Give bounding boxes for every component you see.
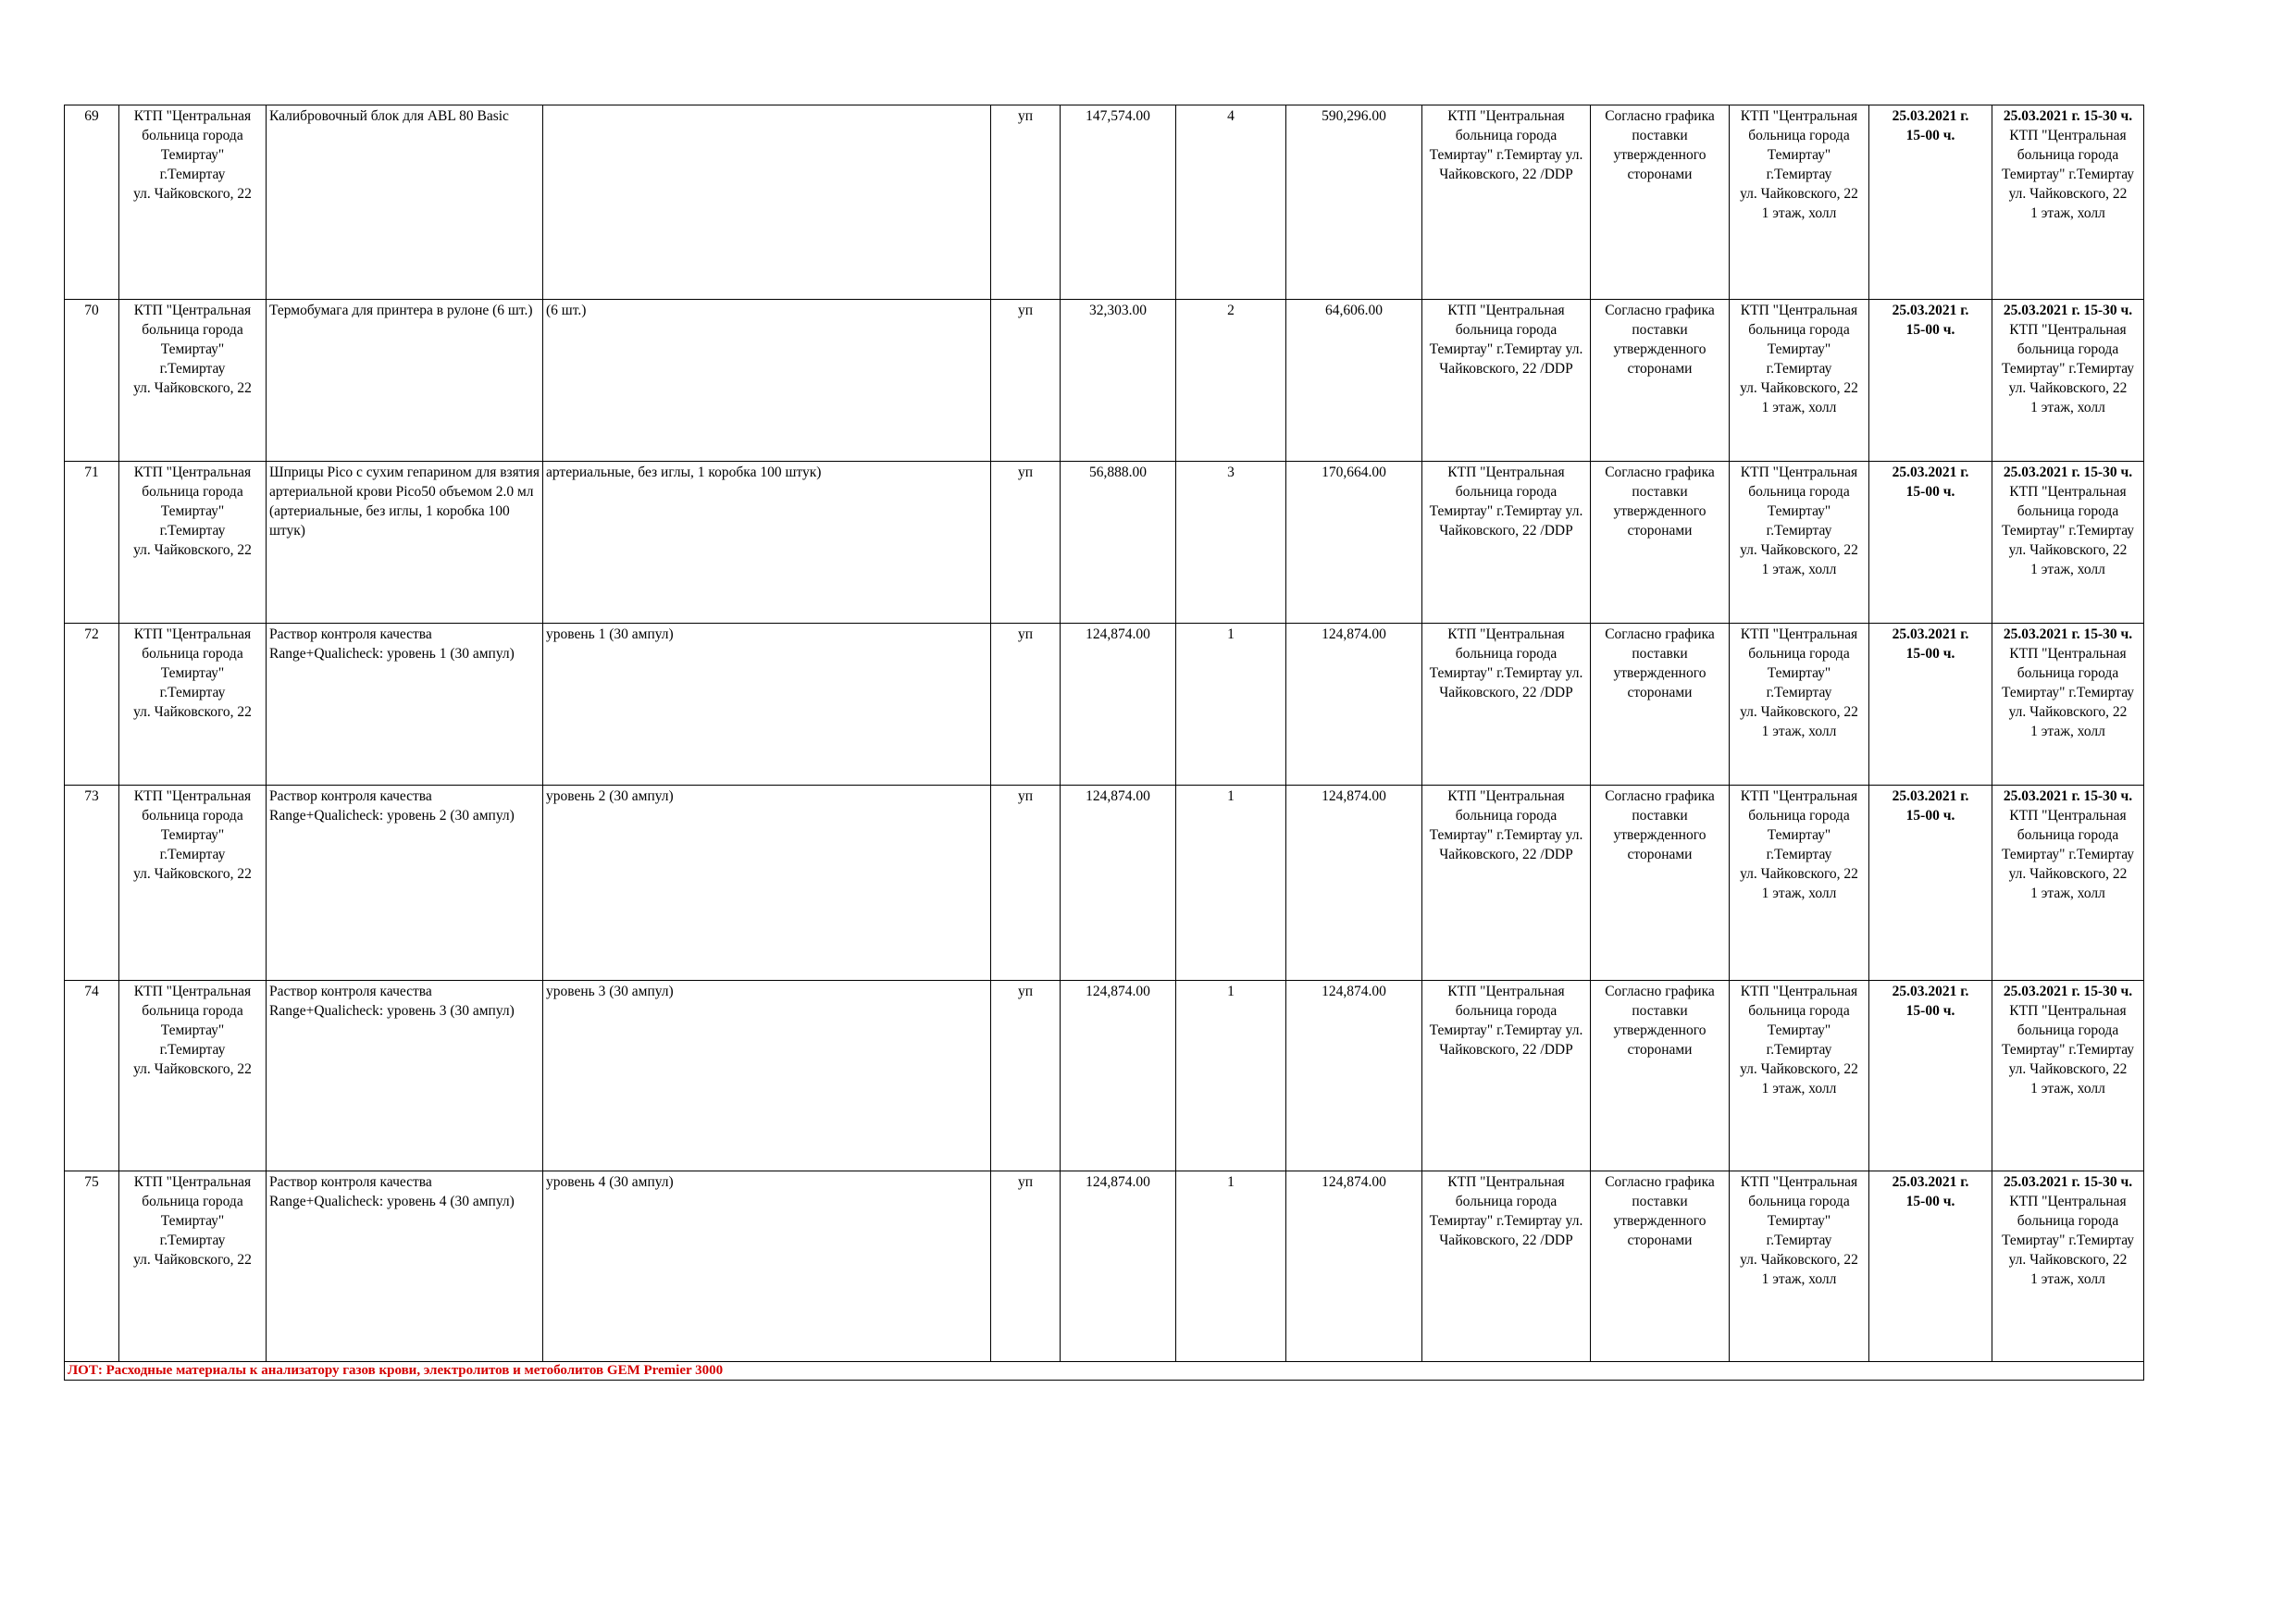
unit-cell: уп <box>991 624 1061 786</box>
row-number: 75 <box>65 1171 119 1362</box>
item-name-cell: Раствор контроля качества Range+Qualicheck: уровень 4 (30 ампул) <box>267 1171 543 1362</box>
opening-cell <box>1992 300 2144 462</box>
item-spec-cell: уровень 2 (30 ампул) <box>543 786 991 981</box>
row-number: 70 <box>65 300 119 462</box>
customer-cell: КТП "Центральная больница города Темиртау" г.Темиртау ул. Чайковского, 22 <box>119 981 267 1171</box>
price-cell: 32,303.00 <box>1061 300 1176 462</box>
sum-cell: 124,874.00 <box>1286 786 1422 981</box>
price-cell: 147,574.00 <box>1061 105 1176 300</box>
deadline-cell: 25.03.2021 г. 15-00 ч. <box>1869 462 1992 624</box>
quantity-cell: 1 <box>1176 624 1286 786</box>
opening-place: КТП "Центральная больница города Темиртау" г.Темиртау ул. Чайковского, 22 1 этаж, холл <box>2001 1003 2135 1096</box>
unit-cell: уп <box>991 981 1061 1171</box>
quantity-cell: 1 <box>1176 786 1286 981</box>
submission-address-cell: КТП "Центральная больница города Темиртау" г.Темиртау ул. Чайковского, 22 1 этаж, холл <box>1730 786 1869 981</box>
opening-cell <box>1992 624 2144 786</box>
item-name-cell: Раствор контроля качества Range+Qualicheck: уровень 1 (30 ампул) <box>267 624 543 786</box>
delivery-place-cell: КТП "Центральная больница города Темиртау" г.Темиртау ул. Чайковского, 22 /DDP <box>1422 981 1591 1171</box>
opening-datetime: 25.03.2021 г. 15-30 ч. <box>2003 1174 2133 1190</box>
item-name-cell: Термобумага для принтера в рулоне (6 шт.) <box>267 300 543 462</box>
quantity-cell: 4 <box>1176 105 1286 300</box>
price-cell: 56,888.00 <box>1061 462 1176 624</box>
delivery-place-cell: КТП "Центральная больница города Темиртау" г.Темиртау ул. Чайковского, 22 /DDP <box>1422 462 1591 624</box>
opening-place: КТП "Центральная больница города Темиртау" г.Темиртау ул. Чайковского, 22 1 этаж, холл <box>2001 484 2135 577</box>
item-spec-cell: уровень 3 (30 ампул) <box>543 981 991 1171</box>
procurement-table <box>64 105 2144 1381</box>
customer-cell: КТП "Центральная больница города Темиртау" г.Темиртау ул. Чайковского, 22 <box>119 1171 267 1362</box>
delivery-place-cell: КТП "Центральная больница города Темиртау" г.Темиртау ул. Чайковского, 22 /DDP <box>1422 105 1591 300</box>
row-number: 71 <box>65 462 119 624</box>
delivery-term-cell: Согласно графика поставки утвержденного сторонами <box>1591 462 1730 624</box>
lot-row <box>65 1362 2144 1381</box>
unit-cell: уп <box>991 462 1061 624</box>
table-row <box>65 981 2144 1171</box>
delivery-term-cell: Согласно графика поставки утвержденного сторонами <box>1591 300 1730 462</box>
opening-datetime: 25.03.2021 г. 15-30 ч. <box>2003 108 2133 124</box>
unit-cell: уп <box>991 105 1061 300</box>
item-spec-cell <box>543 105 991 300</box>
deadline-cell: 25.03.2021 г. 15-00 ч. <box>1869 981 1992 1171</box>
opening-place: КТП "Центральная больница города Темиртау" г.Темиртау ул. Чайковского, 22 1 этаж, холл <box>2001 808 2135 901</box>
opening-cell <box>1992 105 2144 300</box>
price-cell: 124,874.00 <box>1061 624 1176 786</box>
sum-cell: 124,874.00 <box>1286 624 1422 786</box>
item-name-cell: Раствор контроля качества Range+Qualicheck: уровень 3 (30 ампул) <box>267 981 543 1171</box>
item-spec-cell: уровень 4 (30 ампул) <box>543 1171 991 1362</box>
table-row <box>65 105 2144 300</box>
deadline-cell: 25.03.2021 г. 15-00 ч. <box>1869 786 1992 981</box>
sum-cell: 124,874.00 <box>1286 981 1422 1171</box>
item-spec-cell: уровень 1 (30 ампул) <box>543 624 991 786</box>
customer-cell: КТП "Центральная больница города Темиртау" г.Темиртау ул. Чайковского, 22 <box>119 786 267 981</box>
delivery-term-cell: Согласно графика поставки утвержденного сторонами <box>1591 981 1730 1171</box>
row-number: 74 <box>65 981 119 1171</box>
row-number: 72 <box>65 624 119 786</box>
opening-place: КТП "Центральная больница города Темиртау" г.Темиртау ул. Чайковского, 22 1 этаж, холл <box>2001 1194 2135 1287</box>
customer-cell: КТП "Центральная больница города Темиртау" г.Темиртау ул. Чайковского, 22 <box>119 624 267 786</box>
unit-cell: уп <box>991 786 1061 981</box>
table-row <box>65 786 2144 981</box>
table-body <box>65 105 2144 1381</box>
deadline-cell: 25.03.2021 г. 15-00 ч. <box>1869 300 1992 462</box>
submission-address-cell: КТП "Центральная больница города Темиртау" г.Темиртау ул. Чайковского, 22 1 этаж, холл <box>1730 981 1869 1171</box>
delivery-place-cell: КТП "Центральная больница города Темиртау" г.Темиртау ул. Чайковского, 22 /DDP <box>1422 1171 1591 1362</box>
lot-title: ЛОТ: Расходные материалы к анализатору газов крови, электролитов и метоболитов GEM Premier 3000 <box>65 1362 2144 1381</box>
submission-address-cell: КТП "Центральная больница города Темиртау" г.Темиртау ул. Чайковского, 22 1 этаж, холл <box>1730 300 1869 462</box>
opening-place: КТП "Центральная больница города Темиртау" г.Темиртау ул. Чайковского, 22 1 этаж, холл <box>2001 128 2135 221</box>
quantity-cell: 1 <box>1176 981 1286 1171</box>
opening-datetime: 25.03.2021 г. 15-30 ч. <box>2003 984 2133 999</box>
delivery-term-cell: Согласно графика поставки утвержденного сторонами <box>1591 1171 1730 1362</box>
opening-datetime: 25.03.2021 г. 15-30 ч. <box>2003 303 2133 318</box>
table-row <box>65 624 2144 786</box>
customer-cell: КТП "Центральная больница города Темиртау" г.Темиртау ул. Чайковского, 22 <box>119 105 267 300</box>
item-spec-cell: (6 шт.) <box>543 300 991 462</box>
table-row <box>65 1171 2144 1362</box>
opening-cell <box>1992 786 2144 981</box>
opening-datetime: 25.03.2021 г. 15-30 ч. <box>2003 626 2133 642</box>
row-number: 73 <box>65 786 119 981</box>
submission-address-cell: КТП "Центральная больница города Темиртау" г.Темиртау ул. Чайковского, 22 1 этаж, холл <box>1730 462 1869 624</box>
item-name-cell: Калибровочный блок для ABL 80 Basic <box>267 105 543 300</box>
row-number: 69 <box>65 105 119 300</box>
delivery-term-cell: Согласно графика поставки утвержденного сторонами <box>1591 624 1730 786</box>
quantity-cell: 2 <box>1176 300 1286 462</box>
delivery-place-cell: КТП "Центральная больница города Темиртау" г.Темиртау ул. Чайковского, 22 /DDP <box>1422 300 1591 462</box>
opening-place: КТП "Центральная больница города Темиртау" г.Темиртау ул. Чайковского, 22 1 этаж, холл <box>2001 646 2135 739</box>
submission-address-cell: КТП "Центральная больница города Темиртау" г.Темиртау ул. Чайковского, 22 1 этаж, холл <box>1730 624 1869 786</box>
price-cell: 124,874.00 <box>1061 786 1176 981</box>
customer-cell: КТП "Центральная больница города Темиртау" г.Темиртау ул. Чайковского, 22 <box>119 462 267 624</box>
opening-cell <box>1992 1171 2144 1362</box>
table-row <box>65 462 2144 624</box>
item-spec-cell: артериальные, без иглы, 1 коробка 100 штук) <box>543 462 991 624</box>
price-cell: 124,874.00 <box>1061 1171 1176 1362</box>
unit-cell: уп <box>991 1171 1061 1362</box>
opening-cell <box>1992 462 2144 624</box>
opening-cell <box>1992 981 2144 1171</box>
quantity-cell: 3 <box>1176 462 1286 624</box>
item-name-cell: Раствор контроля качества Range+Qualicheck: уровень 2 (30 ампул) <box>267 786 543 981</box>
delivery-term-cell: Согласно графика поставки утвержденного сторонами <box>1591 105 1730 300</box>
sum-cell: 170,664.00 <box>1286 462 1422 624</box>
deadline-cell: 25.03.2021 г. 15-00 ч. <box>1869 624 1992 786</box>
sum-cell: 64,606.00 <box>1286 300 1422 462</box>
opening-datetime: 25.03.2021 г. 15-30 ч. <box>2003 788 2133 804</box>
quantity-cell: 1 <box>1176 1171 1286 1362</box>
table-row <box>65 300 2144 462</box>
opening-datetime: 25.03.2021 г. 15-30 ч. <box>2003 465 2133 480</box>
delivery-place-cell: КТП "Центральная больница города Темиртау" г.Темиртау ул. Чайковского, 22 /DDP <box>1422 786 1591 981</box>
deadline-cell: 25.03.2021 г. 15-00 ч. <box>1869 105 1992 300</box>
delivery-place-cell: КТП "Центральная больница города Темиртау" г.Темиртау ул. Чайковского, 22 /DDP <box>1422 624 1591 786</box>
submission-address-cell: КТП "Центральная больница города Темиртау" г.Темиртау ул. Чайковского, 22 1 этаж, холл <box>1730 1171 1869 1362</box>
customer-cell: КТП "Центральная больница города Темиртау" г.Темиртау ул. Чайковского, 22 <box>119 300 267 462</box>
unit-cell: уп <box>991 300 1061 462</box>
submission-address-cell: КТП "Центральная больница города Темиртау" г.Темиртау ул. Чайковского, 22 1 этаж, холл <box>1730 105 1869 300</box>
sum-cell: 124,874.00 <box>1286 1171 1422 1362</box>
sum-cell: 590,296.00 <box>1286 105 1422 300</box>
deadline-cell: 25.03.2021 г. 15-00 ч. <box>1869 1171 1992 1362</box>
delivery-term-cell: Согласно графика поставки утвержденного сторонами <box>1591 786 1730 981</box>
item-name-cell: Шприцы Pico с сухим гепарином для взятия артериальной крови Pico50 объемом 2.0 мл (артериальные, без иглы, 1 коробка 100 штук) <box>267 462 543 624</box>
price-cell: 124,874.00 <box>1061 981 1176 1171</box>
opening-place: КТП "Центральная больница города Темиртау" г.Темиртау ул. Чайковского, 22 1 этаж, холл <box>2001 322 2135 415</box>
